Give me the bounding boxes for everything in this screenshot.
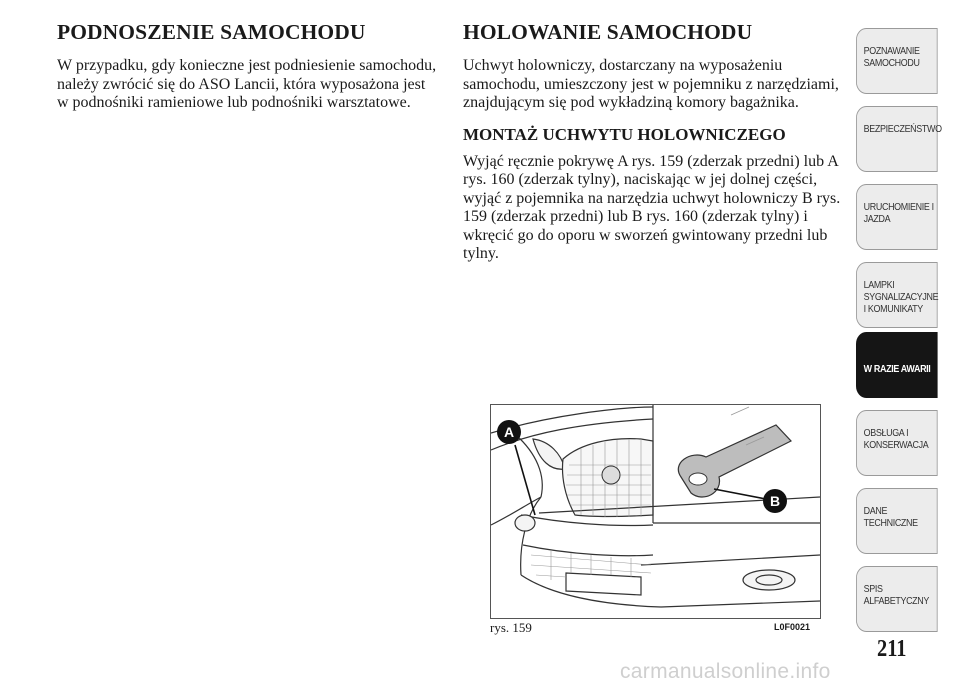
lifting-paragraph: W przypadku, gdy konieczne jest podniesienie samochodu, należy zwrócić się do ASO Lancii, która wyposażona jest w podnośniki ramieniowe lub podnośniki warsztatowe. xyxy=(57,57,437,111)
tab-poznawanie-samochodu[interactable]: POZNAWANIE SAMOCHODU xyxy=(856,28,938,94)
right-column xyxy=(463,20,848,264)
figure-159 xyxy=(490,404,821,619)
tab-w-razie-awarii[interactable]: W RAZIE AWARII xyxy=(856,332,938,398)
section-heading-lifting: PODNOSZENIE SAMOCHODU xyxy=(57,20,366,44)
towing-paragraph: Uchwyt holowniczy, dostarczany na wyposażeniu samochodu, umieszczony jest w pojemniku z narzędziami, znajdującym się pod wykładziną komory bagażnika. xyxy=(463,57,839,111)
tab-lampki-sygnalizacyjne[interactable]: LAMPKI SYGNALIZACYJNE I KOMUNIKATY xyxy=(856,262,938,328)
front-bumper-illustration xyxy=(491,405,820,618)
callout-a xyxy=(497,420,521,444)
subheading-tow-hook-mounting: MONTAŻ UCHWYTU HOLOWNICZEGO xyxy=(463,124,786,144)
callout-a-label: A xyxy=(503,424,515,440)
tab-obsluga-i-konserwacja[interactable]: OBSŁUGA I KONSERWACJA xyxy=(856,410,938,476)
figure-caption: rys. 159 xyxy=(490,620,532,635)
callout-b xyxy=(763,489,787,513)
section-heading-towing: HOLOWANIE SAMOCHODU xyxy=(463,20,753,44)
left-column xyxy=(57,20,437,113)
watermark: carmanualsonline.info xyxy=(620,660,831,683)
page-number: 211 xyxy=(877,636,907,662)
tab-dane-techniczne[interactable]: DANE TECHNICZNE xyxy=(856,488,938,554)
tab-bezpieczenstwo[interactable]: BEZPIECZEŃSTWO xyxy=(856,106,938,172)
figure-code: L0F0021 xyxy=(774,622,811,632)
tab-spis-alfabetyczny[interactable]: SPIS ALFABETYCZNY xyxy=(856,566,938,632)
tab-uruchomienie-i-jazda[interactable]: URUCHOMIENIE I JAZDA xyxy=(856,184,938,250)
mounting-paragraph: Wyjąć ręcznie pokrywę A rys. 159 (zderzak przedni) lub A rys. 160 (zderzak tylny), naciskając w jej dolnej części, wyjąć z pojemnika na narzędzia uchwyt holowniczy B rys. 159 (zderzak przedni) lub B rys. 160 (zderzak tylny) i wkręcić go do oporu w sworzeń gwintowany przedni lub tylny. xyxy=(463,152,841,262)
callout-b-label: B xyxy=(769,493,781,509)
